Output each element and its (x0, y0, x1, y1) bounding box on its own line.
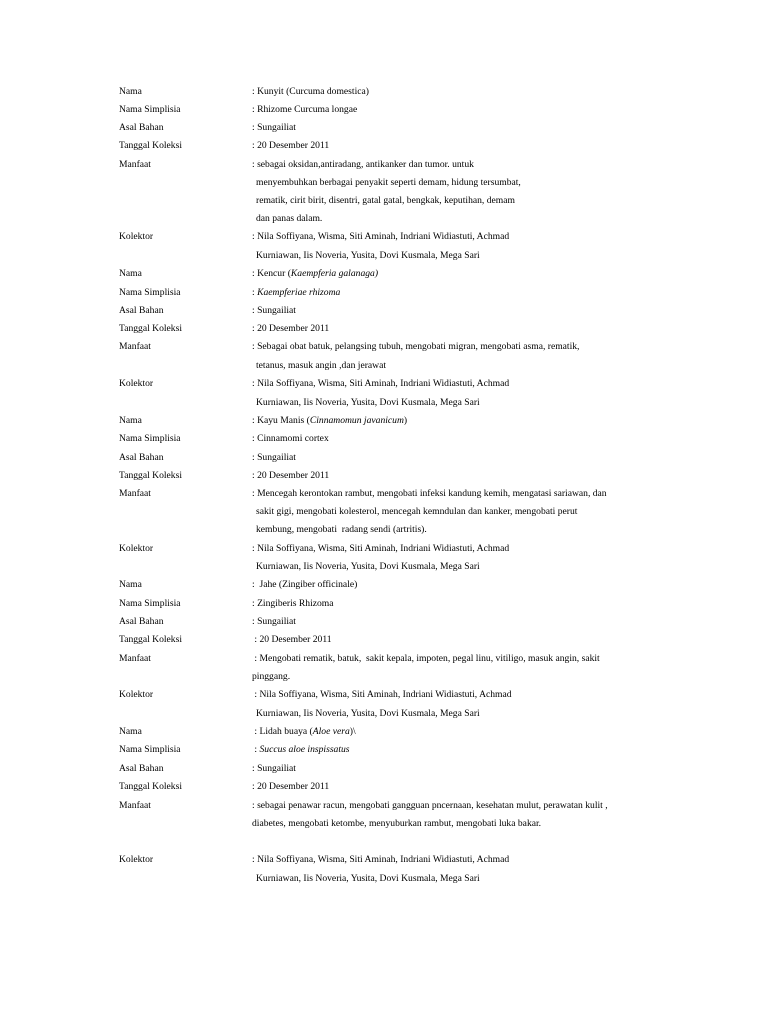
kolektor-line: Kurniawan, Iis Noveria, Yusita, Dovi Kusmala, Mega Sari (256, 397, 480, 408)
nama-latin: Kaempferia galanaga) (290, 268, 379, 279)
kolektor-line: : Nila Soffiyana, Wisma, Siti Aminah, Indriani Widiastuti, Achmad (252, 378, 510, 389)
tanggal-value: : 20 Desember 2011 (252, 140, 330, 151)
manfaat-line: : Mengobati rematik, batuk, sakit kepala, impoten, pegal linu, vitiligo, masuk angin, sakit (252, 653, 600, 664)
nama-value: : Kencur (Kaempferia galanaga) (252, 268, 379, 279)
simplisia-latin: Succus aloe inspissatus (259, 744, 350, 755)
asal-value: : Sungailiat (252, 452, 296, 463)
kolektor-label: Kolektor (119, 854, 154, 865)
nama-value: : Kayu Manis (Cinnamomun javanicum) (252, 415, 408, 426)
asal-value: : Sungailiat (252, 616, 296, 627)
manfaat-line: pinggang. (252, 671, 291, 682)
simplisia-value: : Kaempferiae rhizoma (252, 287, 341, 298)
kolektor-line: Kurniawan, Iis Noveria, Yusita, Dovi Kusmala, Mega Sari (256, 250, 480, 261)
simplisia-value: : Cinnamomi cortex (252, 433, 329, 444)
simplisia-label: Nama Simplisia (119, 744, 181, 755)
manfaat-line: dan panas dalam. (256, 213, 323, 224)
nama-latin: Cinnamomun javanicum (309, 415, 404, 426)
asal-label: Asal Bahan (119, 452, 164, 463)
kolektor-line: : Nila Soffiyana, Wisma, Siti Aminah, Indriani Widiastuti, Achmad (252, 543, 510, 554)
asal-value: : Sungailiat (252, 305, 296, 316)
asal-value: : Sungailiat (252, 763, 296, 774)
asal-label: Asal Bahan (119, 305, 164, 316)
asal-label: Asal Bahan (119, 616, 164, 627)
kolektor-label: Kolektor (119, 543, 154, 554)
manfaat-line: : sebagai oksidan,antiradang, antikanker dan tumor. untuk (252, 159, 474, 170)
nama-value: : Kunyit (Curcuma domestica) (252, 86, 369, 97)
nama-value: : Lidah buaya (Aloe vera)\ (252, 726, 356, 737)
asal-value: : Sungailiat (252, 122, 296, 133)
nama-label: Nama (119, 726, 142, 737)
kolektor-label: Kolektor (119, 378, 154, 389)
tanggal-value: : 20 Desember 2011 (252, 634, 332, 645)
manfaat-line: kembung, mengobati radang sendi (artritis). (256, 524, 427, 535)
nama-latin: Aloe vera (312, 726, 350, 737)
simplisia-value: : Succus aloe inspissatus (252, 744, 350, 755)
manfaat-line: diabetes, mengobati ketombe, menyuburkan rambut, mengobati luka bakar. (252, 818, 542, 829)
simplisia-value: : Zingiberis Rhizoma (252, 598, 334, 609)
simplisia-label: Nama Simplisia (119, 598, 181, 609)
nama-label: Nama (119, 415, 142, 426)
manfaat-line: : sebagai penawar racun, mengobati gangguan pncernaan, kesehatan mulut, perawatan kulit , (252, 800, 608, 811)
manfaat-label: Manfaat (119, 341, 151, 352)
manfaat-line: rematik, cirit birit, disentri, gatal gatal, bengkak, keputihan, demam (256, 195, 515, 206)
tanggal-label: Tanggal Koleksi (119, 781, 183, 792)
simplisia-label: Nama Simplisia (119, 287, 181, 298)
nama-label: Nama (119, 579, 142, 590)
manfaat-line: : Sebagai obat batuk, pelangsing tubuh, mengobati migran, mengobati asma, rematik, (252, 341, 580, 352)
simplisia-label: Nama Simplisia (119, 104, 181, 115)
asal-label: Asal Bahan (119, 763, 164, 774)
nama-value: : Jahe (Zingiber officinale) (252, 579, 358, 590)
nama-label: Nama (119, 86, 142, 97)
kolektor-line: Kurniawan, Iis Noveria, Yusita, Dovi Kusmala, Mega Sari (256, 873, 480, 884)
kolektor-line: : Nila Soffiyana, Wisma, Siti Aminah, Indriani Widiastuti, Achmad (252, 231, 510, 242)
tanggal-value: : 20 Desember 2011 (252, 470, 330, 481)
kolektor-line: : Nila Soffiyana, Wisma, Siti Aminah, Indriani Widiastuti, Achmad (252, 854, 510, 865)
simplisia-value: : Rhizome Curcuma longae (252, 104, 358, 115)
manfaat-line: sakit gigi, mengobati kolesterol, mencegah kemndulan dan kanker, mengobati perut (256, 506, 578, 517)
kolektor-line: Kurniawan, Iis Noveria, Yusita, Dovi Kusmala, Mega Sari (256, 561, 480, 572)
kolektor-label: Kolektor (119, 689, 154, 700)
simplisia-latin: Kaempferiae rhizoma (257, 287, 341, 298)
manfaat-line: : Mencegah kerontokan rambut, mengobati infeksi kandung kemih, mengatasi sariawan, dan (252, 488, 607, 499)
kolektor-line: Kurniawan, Iis Noveria, Yusita, Dovi Kusmala, Mega Sari (256, 708, 480, 719)
nama-label: Nama (119, 268, 142, 279)
tanggal-label: Tanggal Koleksi (119, 323, 183, 334)
tanggal-label: Tanggal Koleksi (119, 470, 183, 481)
manfaat-label: Manfaat (119, 800, 151, 811)
kolektor-label: Kolektor (119, 231, 154, 242)
tanggal-value: : 20 Desember 2011 (252, 323, 330, 334)
kolektor-line: : Nila Soffiyana, Wisma, Siti Aminah, Indriani Widiastuti, Achmad (252, 689, 512, 700)
manfaat-label: Manfaat (119, 159, 151, 170)
asal-label: Asal Bahan (119, 122, 164, 133)
manfaat-line: tetanus, masuk angin ,dan jerawat (256, 360, 387, 371)
manfaat-label: Manfaat (119, 653, 151, 664)
tanggal-value: : 20 Desember 2011 (252, 781, 330, 792)
simplisia-label: Nama Simplisia (119, 433, 181, 444)
manfaat-label: Manfaat (119, 488, 151, 499)
manfaat-line: menyembuhkan berbagai penyakit seperti demam, hidung tersumbat, (256, 177, 521, 188)
tanggal-label: Tanggal Koleksi (119, 634, 183, 645)
tanggal-label: Tanggal Koleksi (119, 140, 183, 151)
